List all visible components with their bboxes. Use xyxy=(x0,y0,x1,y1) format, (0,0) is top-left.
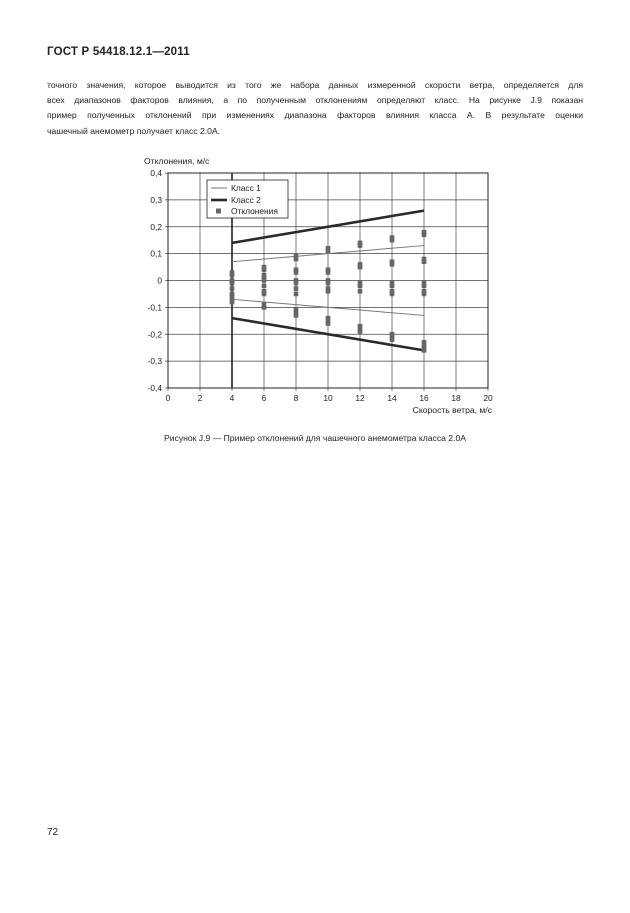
x-tick-label: 18 xyxy=(451,393,461,403)
tick-labels xyxy=(148,168,493,403)
deviation-point xyxy=(326,289,331,294)
deviation-point xyxy=(294,292,299,297)
deviation-point xyxy=(390,337,395,342)
deviation-point xyxy=(294,257,299,262)
document-header: ГОСТ Р 54418.12.1—2011 xyxy=(47,46,190,58)
deviation-point xyxy=(326,249,331,254)
body-paragraph xyxy=(47,78,583,139)
deviation-point xyxy=(262,278,267,283)
body-line: всех диапазонов факторов влияния, а по полученным отклонениям определяют класс. На рисунке J.9 показан xyxy=(47,95,583,106)
x-tick-label: 20 xyxy=(483,393,493,403)
y-tick-label: 0,1 xyxy=(150,248,162,259)
deviation-point xyxy=(390,284,395,289)
deviation-point xyxy=(358,265,363,270)
y-tick-label: 0 xyxy=(157,275,162,286)
deviation-point xyxy=(326,281,331,286)
x-axis-label: Скорость ветра, м/с xyxy=(412,405,492,415)
deviation-point xyxy=(294,313,299,318)
deviation-point xyxy=(358,243,363,248)
deviation-point xyxy=(422,233,427,238)
deviation-point xyxy=(230,300,235,305)
y-tick-label: -0,4 xyxy=(147,383,162,393)
x-tick-label: 8 xyxy=(293,393,299,403)
y-tick-label: -0,1 xyxy=(147,302,162,313)
legend-swatch-points xyxy=(216,209,221,214)
x-tick-label: 12 xyxy=(355,393,365,403)
deviation-point xyxy=(390,238,395,243)
legend xyxy=(207,180,288,218)
y-tick-label: -0,3 xyxy=(147,356,162,367)
deviation-point xyxy=(326,270,331,275)
x-tick-label: 14 xyxy=(387,393,397,403)
x-tick-label: 0 xyxy=(165,393,171,403)
deviation-point xyxy=(262,305,267,310)
deviation-point xyxy=(262,267,267,272)
page-number: 72 xyxy=(47,827,59,838)
deviation-point xyxy=(422,292,427,297)
deviation-point xyxy=(358,284,363,289)
legend-label-points: Отклонения xyxy=(231,206,278,216)
deviation-point xyxy=(294,281,299,286)
legend-label-class1: Класс 1 xyxy=(231,183,261,193)
figure-caption: Рисунок J.9 — Пример отклонений для чашечного анемометра класса 2.0А xyxy=(164,433,466,443)
y-tick-label: -0,2 xyxy=(147,329,162,340)
x-tick-label: 4 xyxy=(229,393,235,403)
deviation-point xyxy=(294,286,299,291)
body-line: точного значения, которое выводится из того же набора данных измеренной скорости ветра, определяется для xyxy=(47,80,583,90)
deviation-point xyxy=(390,262,395,267)
deviation-point xyxy=(230,281,235,286)
deviation-point xyxy=(262,292,267,297)
deviation-point xyxy=(390,292,395,297)
body-line: пример полученных отклонений при изменениях диапазона факторов влияния класса А. В результате оценки xyxy=(47,110,583,121)
x-tick-label: 16 xyxy=(419,393,429,403)
deviation-point xyxy=(358,329,363,334)
deviation-point xyxy=(262,284,267,289)
deviation-point xyxy=(422,259,427,264)
y-tick-label: 0,3 xyxy=(150,194,162,205)
deviation-point xyxy=(422,348,427,353)
x-tick-label: 6 xyxy=(261,393,267,403)
deviation-point xyxy=(422,284,427,289)
x-tick-label: 2 xyxy=(197,393,203,403)
deviation-point xyxy=(230,273,235,278)
y-axis-label: Отклонения, м/с xyxy=(144,156,210,166)
body-line: чашечный анемометр получает класс 2.0А. xyxy=(47,125,221,136)
legend-label-class2: Класс 2 xyxy=(231,195,261,205)
y-tick-label: 0,4 xyxy=(150,168,162,178)
deviation-point xyxy=(358,289,363,294)
deviation-chart xyxy=(100,150,520,420)
deviation-point xyxy=(294,270,299,275)
x-tick-label: 10 xyxy=(323,393,333,403)
deviation-point xyxy=(326,321,331,326)
y-tick-label: 0,2 xyxy=(150,221,162,232)
deviation-point xyxy=(230,286,235,291)
